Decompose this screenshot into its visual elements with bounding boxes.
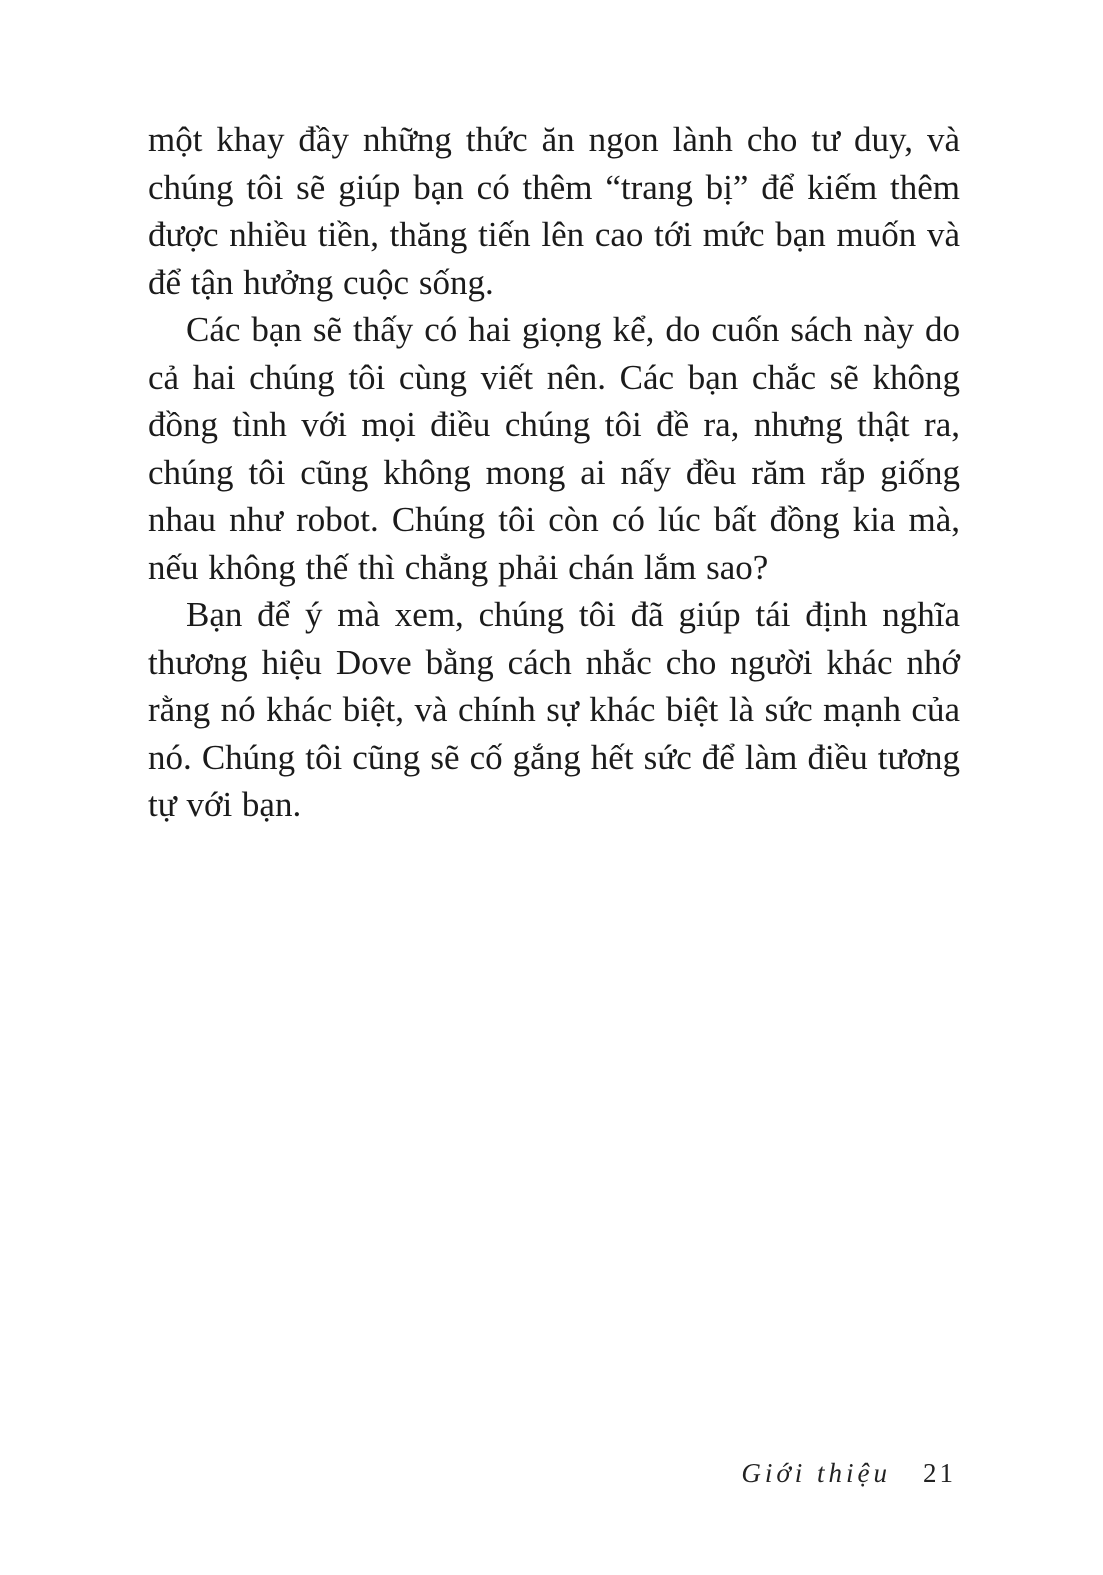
paragraph: Bạn để ý mà xem, chúng tôi đã giúp tái định nghĩa thương hiệu Dove bằng cách nhắc cho người khác nhớ rằng nó khác biệt, và chính sự khác biệt là sức mạnh của nó. Chúng tôi cũng sẽ cố gắng hết sức để làm điều tương tự với bạn.: [148, 595, 960, 824]
page-number: 21: [923, 1458, 956, 1488]
body-text: [148, 116, 960, 829]
paragraph: Các bạn sẽ thấy có hai giọng kể, do cuốn sách này do cả hai chúng tôi cùng viết nên. Các bạn chắc sẽ không đồng tình với mọi điều chúng tôi đề ra, nhưng thật ra, chúng tôi cũng không mong ai nấy đều răm rắp giống nhau như robot. Chúng tôi còn có lúc bất đồng kia mà, nếu không thế thì chẳng phải chán lắm sao?: [148, 310, 960, 587]
section-title: Giới thiệu: [741, 1458, 891, 1488]
page-footer: [741, 1458, 956, 1489]
paragraph-continuation: một khay đầy những thức ăn ngon lành cho tư duy, và chúng tôi sẽ giúp bạn có thêm “trang bị” để kiếm thêm được nhiều tiền, thăng tiến lên cao tới mức bạn muốn và để tận hưởng cuộc sống.: [148, 120, 960, 302]
